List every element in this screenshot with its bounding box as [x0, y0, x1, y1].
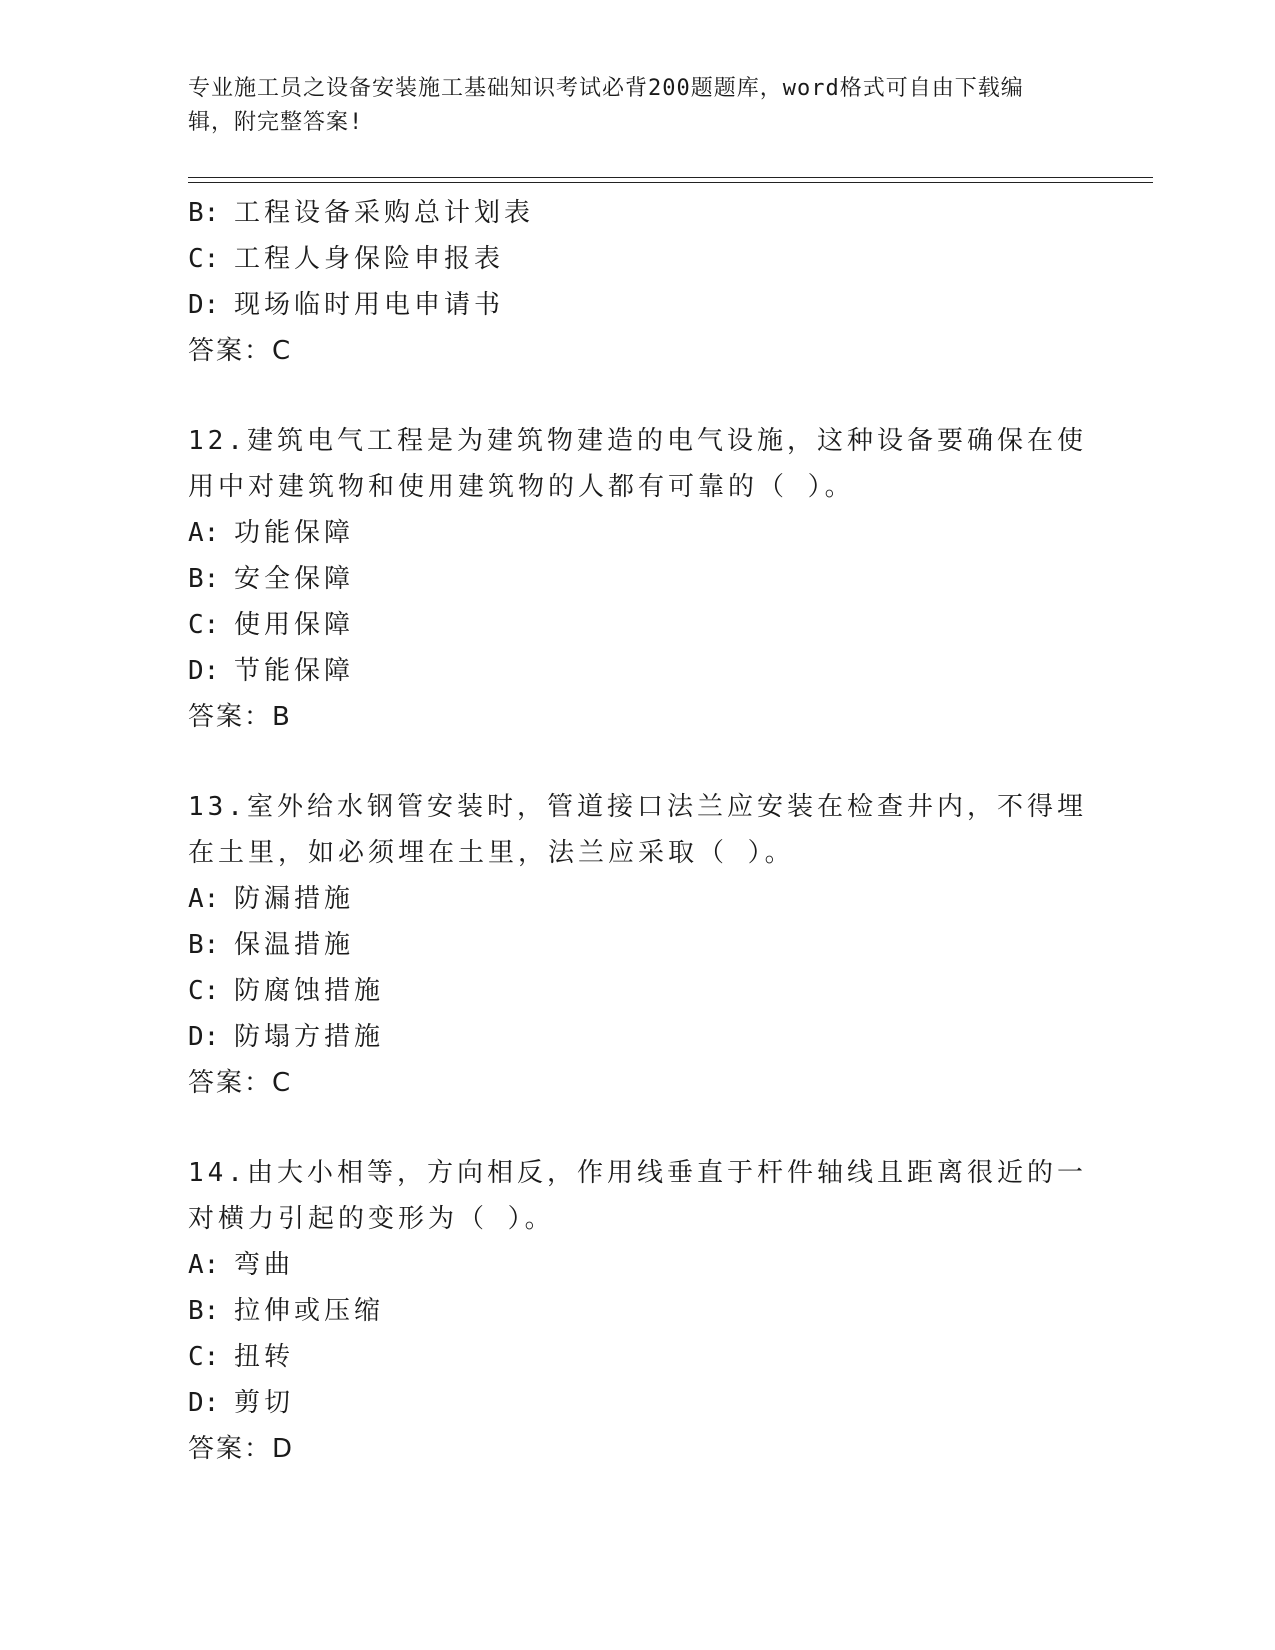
option-d: [188, 282, 1088, 328]
option-letter: D:: [188, 290, 220, 320]
option-text: 防漏措施: [234, 884, 355, 914]
option-letter: C:: [188, 976, 220, 1006]
option-text: 剪切: [234, 1388, 295, 1418]
option-letter: C:: [188, 1342, 220, 1372]
option-text: 保温措施: [234, 930, 355, 960]
option-letter: A:: [188, 1250, 220, 1280]
option-text: 功能保障: [234, 518, 355, 548]
option-letter: A:: [188, 518, 220, 548]
option-letter: B:: [188, 930, 220, 960]
header-rule-bottom: [188, 182, 1153, 183]
option-a: [188, 1242, 1088, 1288]
option-letter: D:: [188, 1022, 220, 1052]
question-stem: 12.建筑电气工程是为建筑物建造的电气设施，这种设备要确保在使用中对建筑物和使用建筑物的人都有可靠的（ ）。: [188, 426, 1087, 502]
option-letter: A:: [188, 884, 220, 914]
answer-line: 答案：B: [188, 702, 292, 732]
option-text: 拉伸或压缩: [234, 1296, 385, 1326]
option-letter: C:: [188, 610, 220, 640]
option-text: 安全保障: [234, 564, 355, 594]
option-b: [188, 1288, 1088, 1334]
answer-line: 答案：D: [188, 1434, 295, 1464]
question-14: [188, 1150, 1088, 1472]
option-d: [188, 1380, 1088, 1426]
option-c: [188, 236, 1088, 282]
option-text: 弯曲: [234, 1250, 295, 1280]
document-body: [188, 190, 1088, 1472]
question-13: [188, 784, 1088, 1106]
header-rule-top: [188, 177, 1153, 178]
option-letter: B:: [188, 198, 220, 228]
option-text: 工程设备采购总计划表: [234, 198, 535, 228]
option-letter: B:: [188, 564, 220, 594]
question-stem: 13.室外给水钢管安装时，管道接口法兰应安装在检查井内，不得埋在土里，如必须埋在土里，法兰应采取（ ）。: [188, 792, 1087, 868]
option-text: 使用保障: [234, 610, 355, 640]
option-d: [188, 1014, 1088, 1060]
answer-line: 答案：C: [188, 336, 293, 366]
option-text: 防塌方措施: [234, 1022, 385, 1052]
option-text: 工程人身保险申报表: [234, 244, 505, 274]
option-letter: D:: [188, 1388, 220, 1418]
option-c: [188, 968, 1088, 1014]
document-header: 专业施工员之设备安装施工基础知识考试必背200题题库，word格式可自由下载编辑，附完整答案!: [188, 76, 1024, 135]
question-stem: 14.由大小相等，方向相反，作用线垂直于杆件轴线且距离很近的一对横力引起的变形为（ ）。: [188, 1158, 1087, 1234]
option-letter: B:: [188, 1296, 220, 1326]
option-a: [188, 876, 1088, 922]
option-b: [188, 556, 1088, 602]
option-a: [188, 510, 1088, 556]
option-b: [188, 190, 1088, 236]
option-c: [188, 602, 1088, 648]
option-letter: C:: [188, 244, 220, 274]
option-c: [188, 1334, 1088, 1380]
option-text: 扭转: [234, 1342, 295, 1372]
option-text: 防腐蚀措施: [234, 976, 385, 1006]
answer-line: 答案：C: [188, 1068, 293, 1098]
prev-question-options: [188, 190, 1088, 374]
option-text: 节能保障: [234, 656, 355, 686]
option-letter: D:: [188, 656, 220, 686]
question-12: [188, 418, 1088, 740]
option-text: 现场临时用电申请书: [234, 290, 505, 320]
option-d: [188, 648, 1088, 694]
option-b: [188, 922, 1088, 968]
